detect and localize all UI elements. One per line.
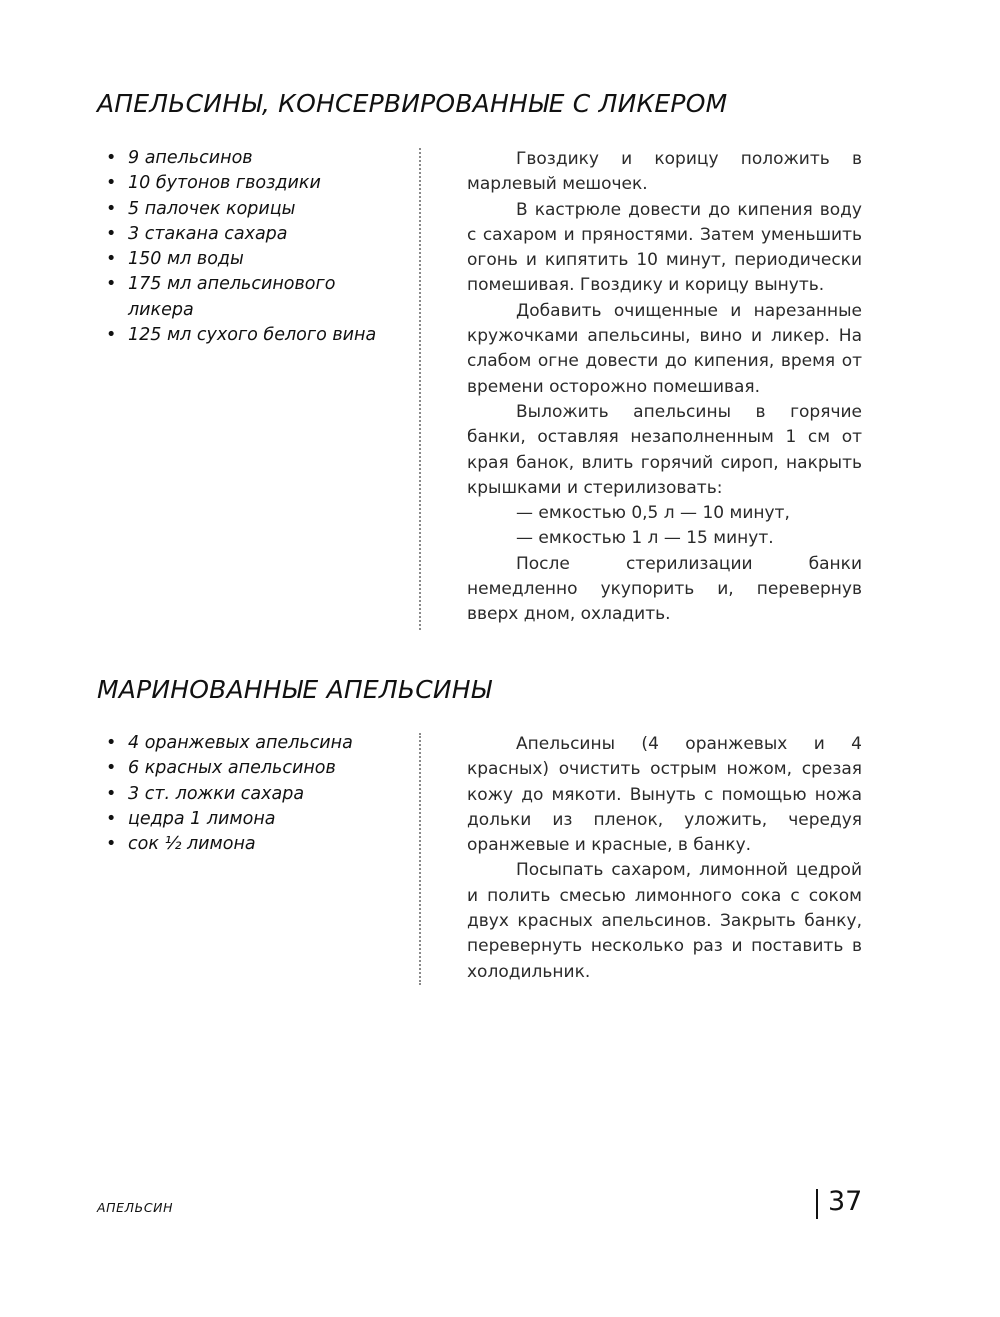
recipe-2-ingredients [106, 731, 406, 857]
page-number-separator [816, 1189, 818, 1219]
ingredient-item: • 5 палочек корицы [106, 197, 406, 222]
step-paragraph: Гвоздику и корицу положить в марлевый мешочек. [467, 149, 862, 195]
recipe-2-steps [467, 732, 862, 985]
step-paragraph: Посыпать сахаром, лимонной цедрой и полить смесью лимонного сока с соком двух красных апельсинов. Закрыть банку, перевернуть несколько раз и поставить в холодильник. [467, 860, 862, 982]
step-paragraph: — емкостью 0,5 л — 10 минут, [516, 503, 790, 524]
step-paragraph: Добавить очищенные и нарезанные кружочками апельсины, вино и ликер. На слабом огне довести до кипения, время от времени осторожно помешивая. [467, 300, 862, 397]
ingredient-item: • 3 стакана сахара [106, 222, 406, 247]
step-paragraph: Апельсины (4 оранжевых и 4 красных) очистить острым ножом, срезая кожу до мякоти. Вынуть с помощью ножа дольки из пленок, уложить, чередуя оранжевые и красные, в банку. [467, 734, 862, 856]
column-divider [419, 733, 421, 985]
ingredient-item: • 3 ст. ложки сахара [106, 782, 406, 807]
ingredient-item: • 4 оранжевых апельсина [106, 731, 406, 756]
ingredient-item: • 175 мл апельсинового ликера [106, 272, 353, 323]
ingredient-item: • 125 мл сухого белого вина [106, 323, 406, 348]
ingredient-item: • 6 красных апельсинов [106, 756, 406, 781]
page-number: 37 [828, 1186, 863, 1217]
ingredient-item: • сок ½ лимона [106, 832, 406, 857]
ingredient-item: • 9 апельсинов [106, 146, 406, 171]
column-divider [419, 148, 421, 630]
recipe-2-title: МАРИНОВАННЫЕ АПЕЛЬСИНЫ [97, 675, 492, 704]
recipe-1-ingredients [106, 146, 406, 348]
recipe-1-steps [467, 147, 862, 628]
recipe-1-title: АПЕЛЬСИНЫ, КОНСЕРВИРОВАННЫЕ С ЛИКЕРОМ [97, 89, 728, 118]
ingredient-item: • цедра 1 лимона [106, 807, 406, 832]
step-paragraph: После стерилизации банки немедленно укупорить и, перевернув вверх дном, охладить. [467, 553, 862, 625]
ingredient-item: • 10 бутонов гвоздики [106, 171, 406, 196]
step-paragraph: — емкостью 1 л — 15 минут. [516, 528, 774, 549]
step-paragraph: В кастрюле довести до кипения воду с сахаром и пряностями. Затем уменьшить огонь и кипятить 10 минут, периодически помешивая. Гвоздику и корицу вынуть. [467, 199, 862, 296]
footer-section-title: АПЕЛЬСИН [97, 1200, 174, 1215]
ingredient-item: • 150 мл воды [106, 247, 406, 272]
step-paragraph: Выложить апельсины в горячие банки, оставляя незаполненным 1 см от края банок, влить горячий сироп, накрыть крышками и стерилизовать: [467, 401, 862, 498]
